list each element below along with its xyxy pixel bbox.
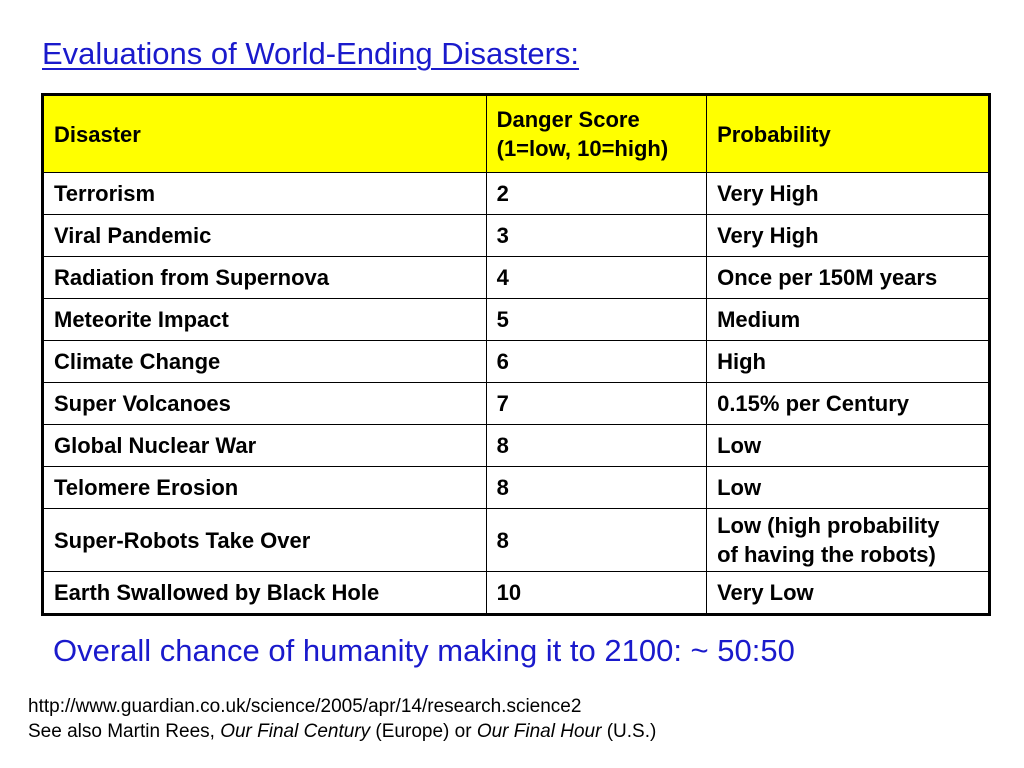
cell-probability: Very High [707, 215, 990, 257]
table-row [43, 299, 990, 341]
header-danger-line1: Danger Score [496, 107, 640, 132]
book1-region: (Europe) or [370, 721, 477, 742]
cell-score: 2 [486, 173, 706, 215]
cell-disaster: Earth Swallowed by Black Hole [43, 572, 487, 615]
header-danger-score [486, 95, 706, 173]
cell-probability: Medium [707, 299, 990, 341]
cell-score: 10 [486, 572, 706, 615]
header-disaster: Disaster [43, 95, 487, 173]
cell-score: 8 [486, 467, 706, 509]
cell-disaster: Telomere Erosion [43, 467, 487, 509]
cell-score: 3 [486, 215, 706, 257]
cell-probability-line2: of having the robots) [717, 542, 936, 567]
book-title-final-hour: Our Final Hour [476, 721, 602, 742]
cell-disaster: Global Nuclear War [43, 425, 487, 467]
table-row [43, 173, 990, 215]
references [28, 694, 656, 744]
header-probability: Probability [707, 95, 990, 173]
book-title-final-century: Our Final Century [220, 721, 371, 742]
slide-title: Evaluations of World-Ending Disasters: [42, 36, 580, 71]
table-header-row [43, 95, 990, 173]
reference-see-also [28, 719, 656, 744]
disasters-table [41, 93, 991, 616]
cell-disaster: Climate Change [43, 341, 487, 383]
cell-score: 8 [486, 509, 706, 572]
summary-text: Overall chance of humanity making it to 2100: ~ 50:50 [53, 633, 795, 668]
table-row [43, 341, 990, 383]
cell-score: 4 [486, 257, 706, 299]
cell-disaster: Viral Pandemic [43, 215, 487, 257]
cell-disaster: Terrorism [43, 173, 487, 215]
table-row [43, 383, 990, 425]
reference-url: http://www.guardian.co.uk/science/2005/apr/14/research.science2 [28, 696, 582, 717]
cell-disaster: Super Volcanoes [43, 383, 487, 425]
table-row [43, 257, 990, 299]
table-row [43, 215, 990, 257]
table-row [43, 425, 990, 467]
cell-score: 7 [486, 383, 706, 425]
cell-probability: High [707, 341, 990, 383]
cell-probability-line1: Low (high probability [717, 513, 940, 538]
cell-probability: Low [707, 425, 990, 467]
cell-probability: Very High [707, 173, 990, 215]
see-also-prefix: See also Martin Rees, [28, 721, 221, 742]
cell-probability: Low [707, 467, 990, 509]
cell-probability: Once per 150M years [707, 257, 990, 299]
header-danger-line2: (1=low, 10=high) [496, 136, 669, 161]
cell-probability [707, 509, 990, 572]
cell-probability: Very Low [707, 572, 990, 615]
table-row [43, 467, 990, 509]
cell-score: 5 [486, 299, 706, 341]
cell-score: 6 [486, 341, 706, 383]
cell-disaster: Radiation from Supernova [43, 257, 487, 299]
cell-probability: 0.15% per Century [707, 383, 990, 425]
book2-region: (U.S.) [601, 721, 657, 742]
table-row [43, 509, 990, 572]
cell-disaster: Super-Robots Take Over [43, 509, 487, 572]
cell-disaster: Meteorite Impact [43, 299, 487, 341]
cell-score: 8 [486, 425, 706, 467]
table-row [43, 572, 990, 615]
